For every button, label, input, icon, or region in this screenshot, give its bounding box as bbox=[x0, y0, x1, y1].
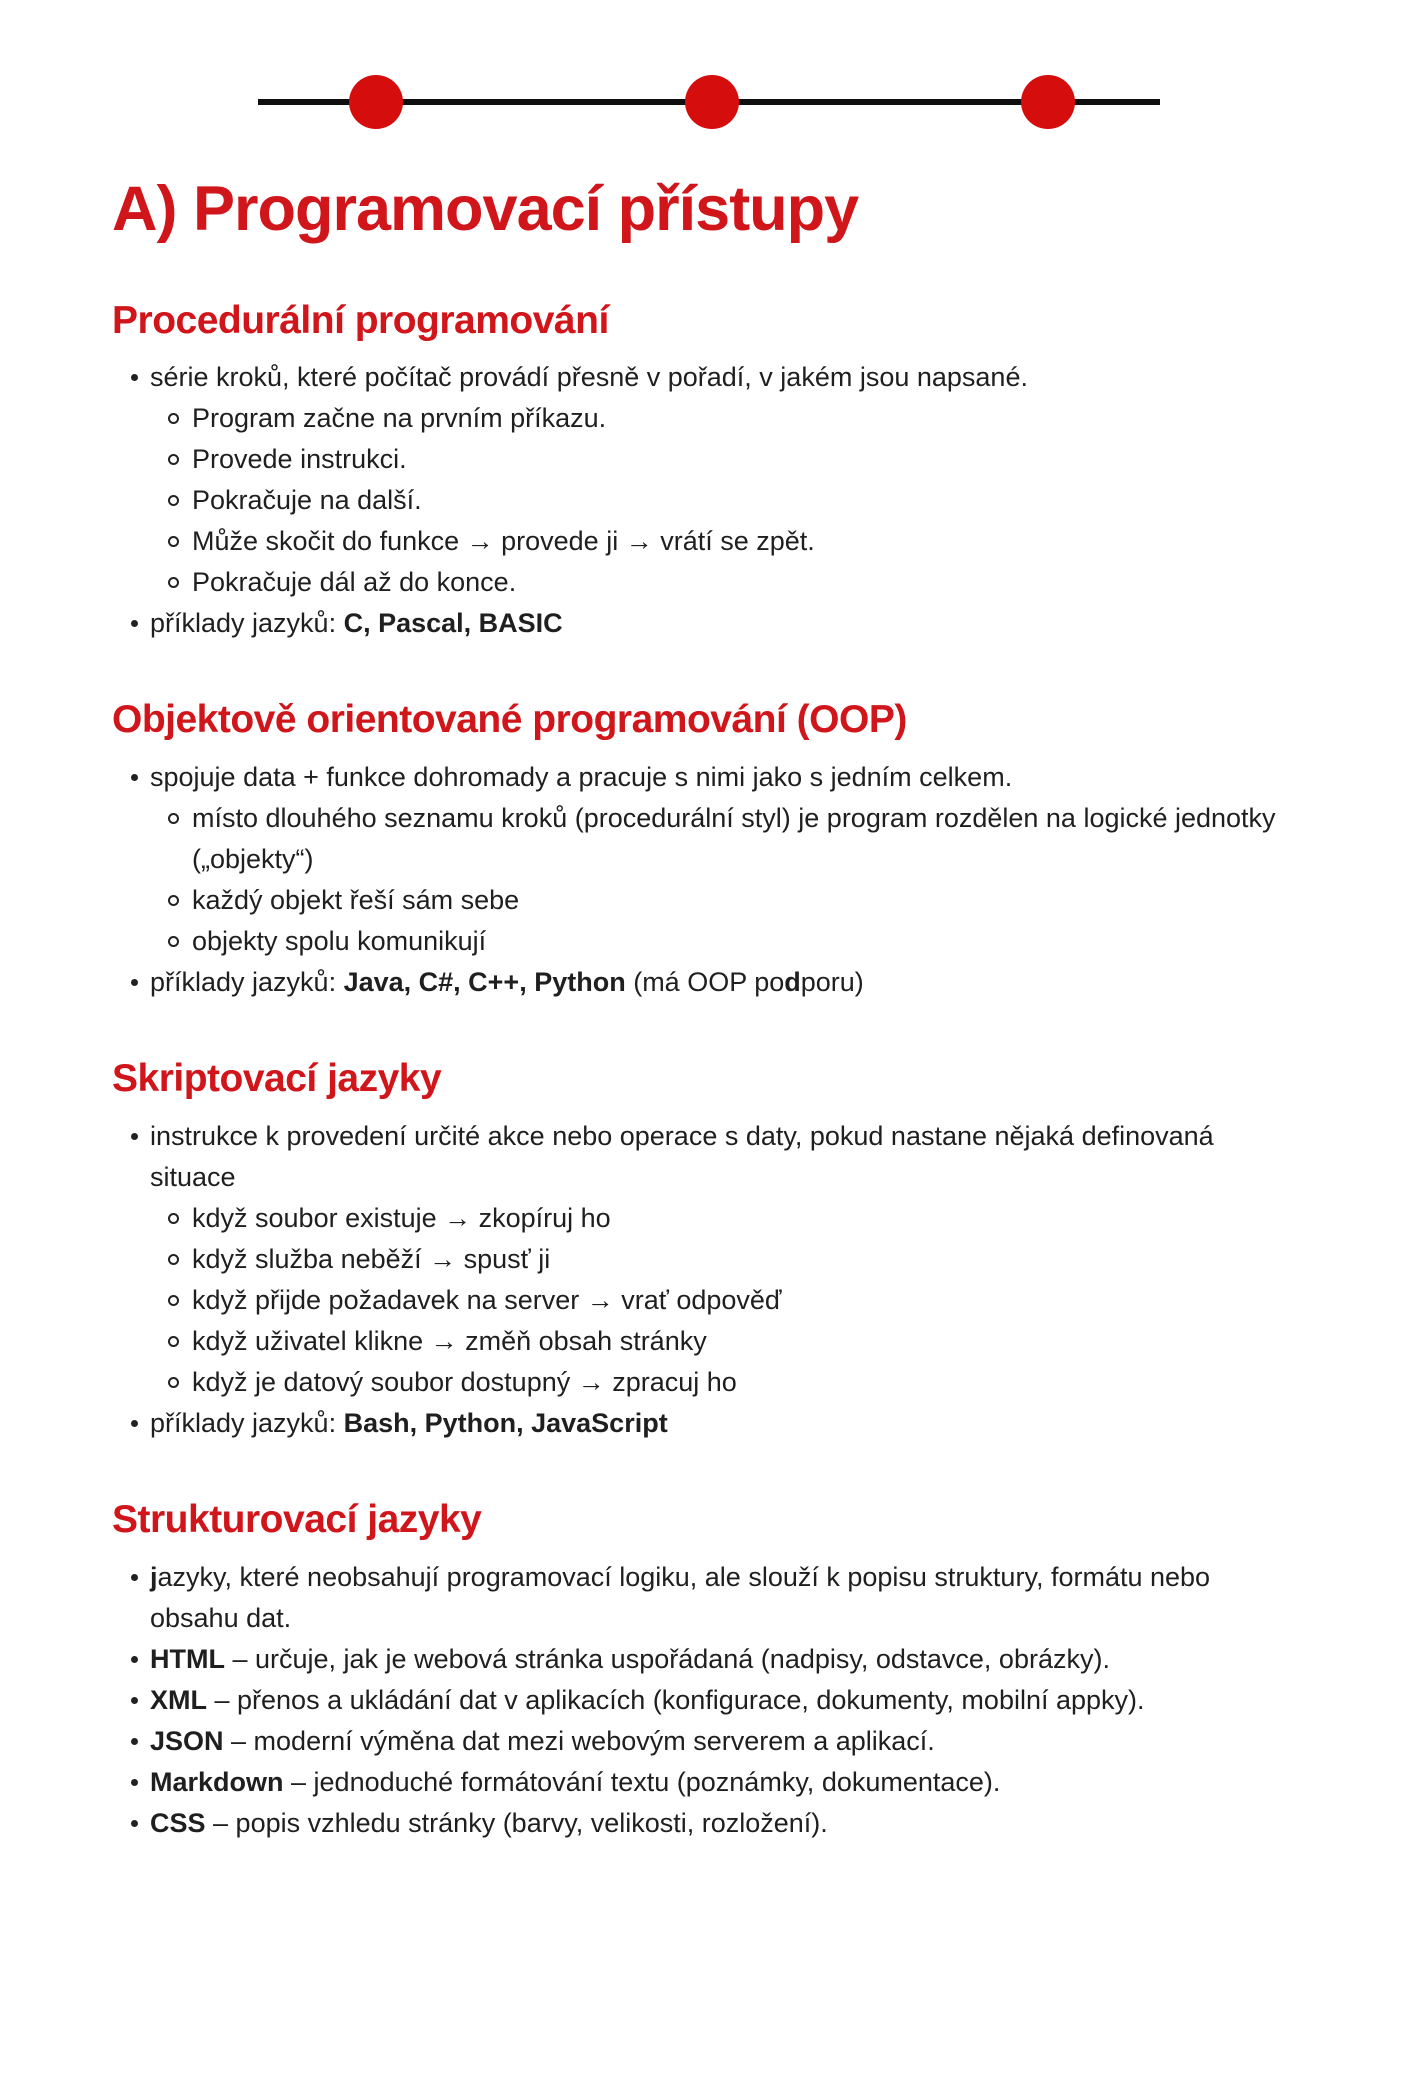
section-heading-4: Strukturovací jazyky bbox=[112, 1498, 482, 1542]
text-run: Pokračuje na další. bbox=[192, 485, 422, 516]
text-run: – určuje, jak je webová stránka uspořádaná (nadpisy, odstavce, obrázky). bbox=[224, 1643, 1110, 1674]
list-item bbox=[130, 1639, 1296, 1680]
section-heading-2: Objektově orientované programování (OOP) bbox=[112, 698, 907, 742]
list-item bbox=[130, 480, 1296, 521]
list-item bbox=[130, 1680, 1296, 1721]
text-run: Pokračuje dál až do konce. bbox=[192, 567, 517, 598]
list-item bbox=[130, 357, 1296, 398]
section-list-1 bbox=[0, 355, 1414, 644]
text-run: objekty spolu komunikují bbox=[192, 926, 487, 957]
text-run: instrukce k provedení určité akce nebo operace s daty, pokud nastane nějaká definovaná situace bbox=[150, 1121, 1214, 1193]
text-run: JSON bbox=[150, 1725, 224, 1756]
text-run: Může skočit do funkce → provede ji → vrátí se zpět. bbox=[192, 526, 815, 557]
text-run: poru) bbox=[800, 967, 864, 998]
list-item bbox=[130, 1116, 1296, 1198]
list-item bbox=[130, 1557, 1296, 1639]
list-item bbox=[130, 603, 1296, 644]
text-run: spojuje data + funkce dohromady a pracuje s nimi jako s jedním celkem. bbox=[150, 762, 1013, 793]
list-item bbox=[130, 1403, 1296, 1444]
header-decoration bbox=[0, 74, 1414, 130]
text-run: – přenos a ukládání dat v aplikacích (konfigurace, dokumenty, mobilní appky). bbox=[207, 1684, 1145, 1715]
text-run: azyky, které neobsahují programovací logiku, ale slouží k popisu struktury, formátu nebo obsahu dat. bbox=[150, 1561, 1211, 1633]
list-item bbox=[130, 798, 1296, 880]
list-item bbox=[130, 439, 1296, 480]
section-list-2 bbox=[0, 755, 1414, 1003]
text-run: Markdown bbox=[150, 1766, 284, 1797]
text-run: příklady jazyků: bbox=[150, 967, 344, 998]
red-dot-icon bbox=[1021, 75, 1075, 129]
text-run: místo dlouhého seznamu kroků (procedurální styl) je program rozdělen na logické jednotky („objekty“) bbox=[192, 803, 1276, 875]
text-run: když služba neběží → spusť ji bbox=[192, 1244, 551, 1275]
list-item bbox=[130, 1803, 1296, 1844]
text-run: – popis vzhledu stránky (barvy, velikosti, rozložení). bbox=[205, 1807, 828, 1838]
text-run: HTML bbox=[150, 1643, 225, 1674]
text-run: příklady jazyků: bbox=[150, 1408, 344, 1439]
list-item bbox=[130, 880, 1296, 921]
list-item bbox=[130, 1239, 1296, 1280]
page-title: A) Programovací přístupy bbox=[112, 174, 859, 244]
list-item bbox=[130, 1280, 1296, 1321]
document-body bbox=[0, 299, 1414, 1844]
text-run: když je datový soubor dostupný → zpracuj ho bbox=[192, 1367, 737, 1398]
text-run: d bbox=[784, 967, 801, 998]
text-run: série kroků, které počítač provádí přesně v pořadí, v jakém jsou napsané. bbox=[150, 362, 1028, 393]
list-item bbox=[130, 921, 1296, 962]
text-run: příklady jazyků: bbox=[150, 608, 344, 639]
list-item bbox=[130, 521, 1296, 562]
list-item bbox=[130, 398, 1296, 439]
text-run: když soubor existuje → zkopíruj ho bbox=[192, 1203, 611, 1234]
red-dot-icon bbox=[685, 75, 739, 129]
list-item bbox=[130, 1198, 1296, 1239]
text-run: CSS bbox=[150, 1807, 206, 1838]
text-run: Program začne na prvním příkazu. bbox=[192, 403, 607, 434]
text-run: – moderní výměna dat mezi webovým serverem a aplikací. bbox=[223, 1725, 935, 1756]
text-run: – jednoduché formátování textu (poznámky, dokumentace). bbox=[283, 1766, 1001, 1797]
list-item bbox=[130, 562, 1296, 603]
section-heading-3: Skriptovací jazyky bbox=[112, 1057, 442, 1101]
list-item bbox=[130, 1762, 1296, 1803]
list-item bbox=[130, 757, 1296, 798]
section-list-4 bbox=[0, 1555, 1414, 1844]
list-item bbox=[130, 962, 1296, 1003]
text-run: když uživatel klikne → změň obsah stránky bbox=[192, 1326, 707, 1357]
list-item bbox=[130, 1362, 1296, 1403]
section-heading-1: Procedurální programování bbox=[112, 298, 609, 342]
text-run: každý objekt řeší sám sebe bbox=[192, 885, 520, 916]
red-dot-icon bbox=[349, 75, 403, 129]
text-run: Bash, Python, JavaScript bbox=[343, 1408, 668, 1439]
section-list-3 bbox=[0, 1114, 1414, 1444]
text-run: (má OOP po bbox=[625, 967, 785, 998]
text-run: C, Pascal, BASIC bbox=[343, 608, 563, 639]
list-item bbox=[130, 1321, 1296, 1362]
text-run: Java, C#, C++, Python bbox=[343, 967, 626, 998]
text-run: Provede instrukci. bbox=[192, 444, 407, 475]
text-run: j bbox=[150, 1561, 158, 1592]
text-run: když přijde požadavek na server → vrať odpověď bbox=[192, 1285, 782, 1316]
list-item bbox=[130, 1721, 1296, 1762]
text-run: XML bbox=[150, 1684, 207, 1715]
